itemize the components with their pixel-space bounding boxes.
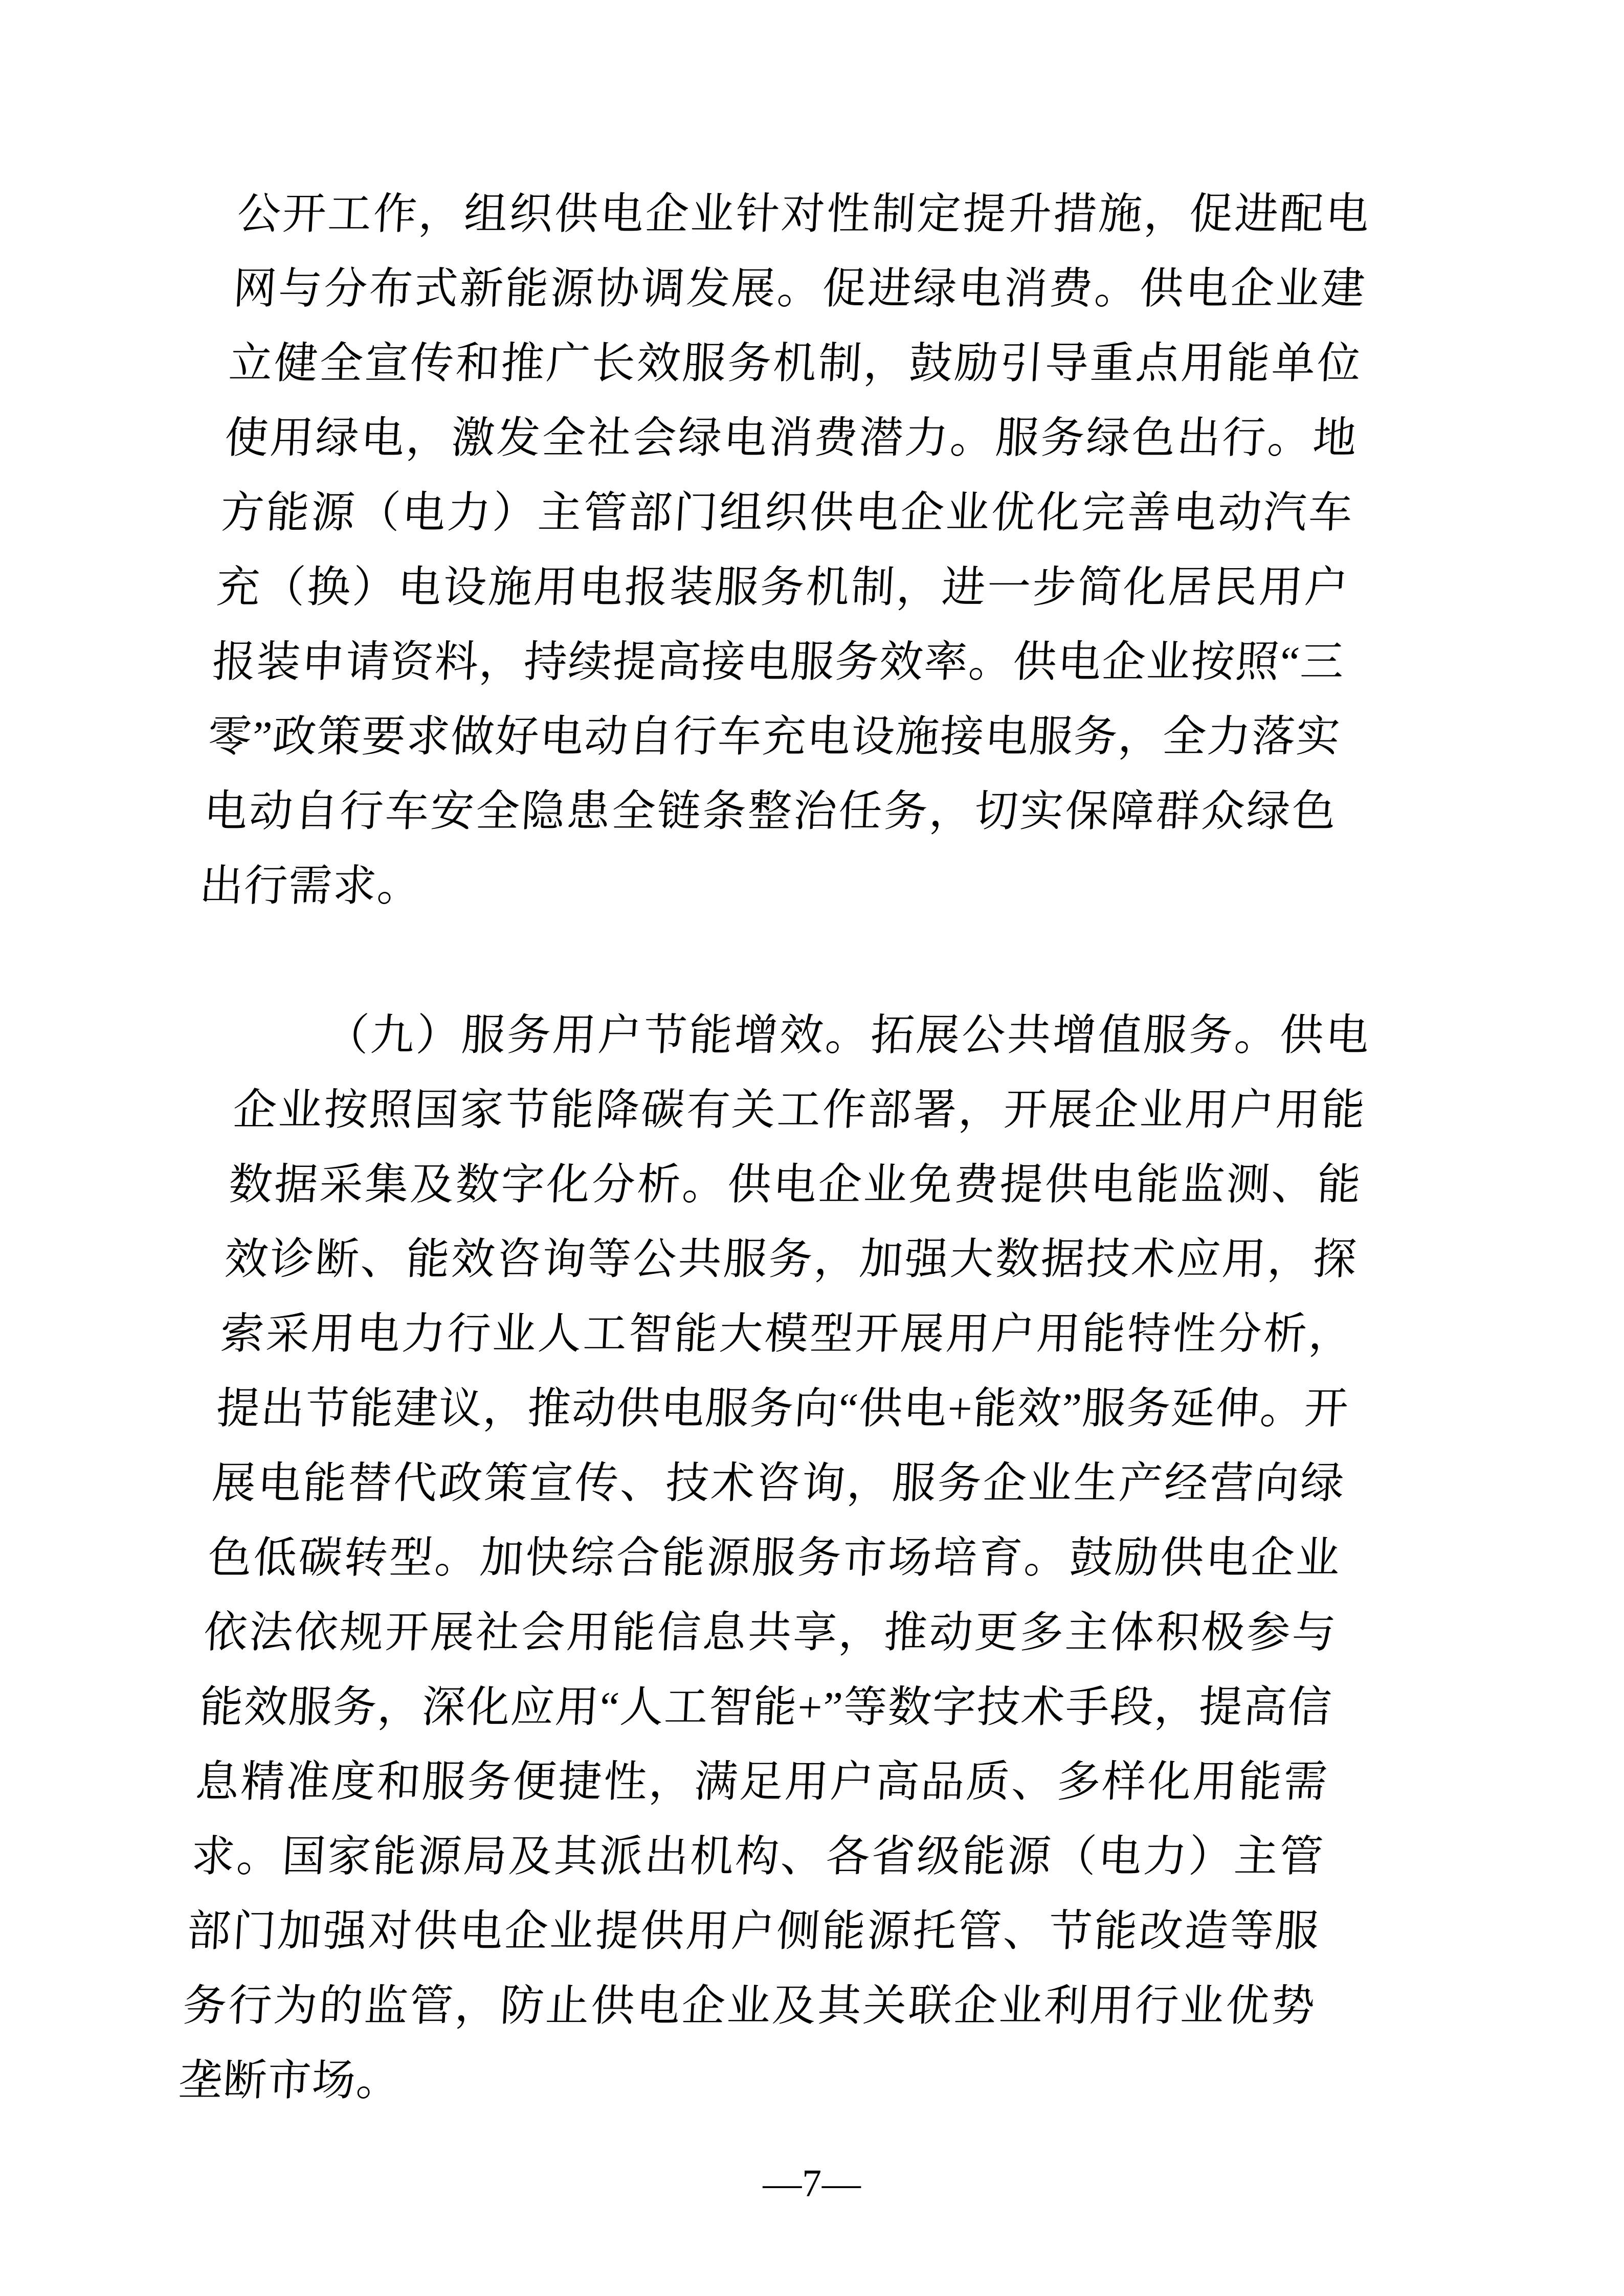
body-paragraph-continued: 公开工作，组织供电企业针对性制定提升措施，促进配电网与分布式新能源协调发展。促进绿电消费。供电企业建立健全宣传和推广长效服务机制，鼓励引导重点用能单位使用绿电，激发全社会绿电消费潜力。服务绿色出行。地方能源（电力）主管部门组织供电企业优化完善电动汽车充（换）电设施用电报装服务机制，进一步简化居民用户报装申请资料，持续提高接电服务效率。供电企业按照“三零”政策要求做好电动自行车充电设施接电服务，全力落实电动自行车安全隐患全链条整治任务，切实保障群众绿色出行需求。 bbox=[198, 190, 1371, 910]
body-paragraph-section-nine: （九）服务用户节能增效。拓展公共增值服务。供电企业按照国家节能降碳有关工作部署，开展企业用户用能数据采集及数字化分析。供电企业免费提供电能监测、能效诊断、能效咨询等公共服务，加强大数据技术应用，探索采用电力行业人工智能大模型开展用户用能特性分析，提出节能建议，推动供电服务向“供电+能效”服务延伸。开展电能替代政策宣传、技术咨询，服务企业生产经营向绿色低碳转型。加快综合能源服务市场培育。鼓励供电企业依法依规开展社会用能信息共享，推动更多主体积极参与能效服务，深化应用“人工智能+”等数字技术手段，提高信息精准度和服务便捷性，满足用户高品质、多样化用能需求。国家能源局及其派出机构、各省级能源（电力）主管部门加强对供电企业提供用户侧能源托管、节能改造等服务行为的监管，防止供电企业及其关联企业利用行业优势垄断市场。 bbox=[177, 1011, 1371, 2105]
body-text-column bbox=[177, 177, 1372, 2118]
page-footer bbox=[0, 2164, 1624, 2203]
page-number: —7— bbox=[763, 2162, 861, 2205]
